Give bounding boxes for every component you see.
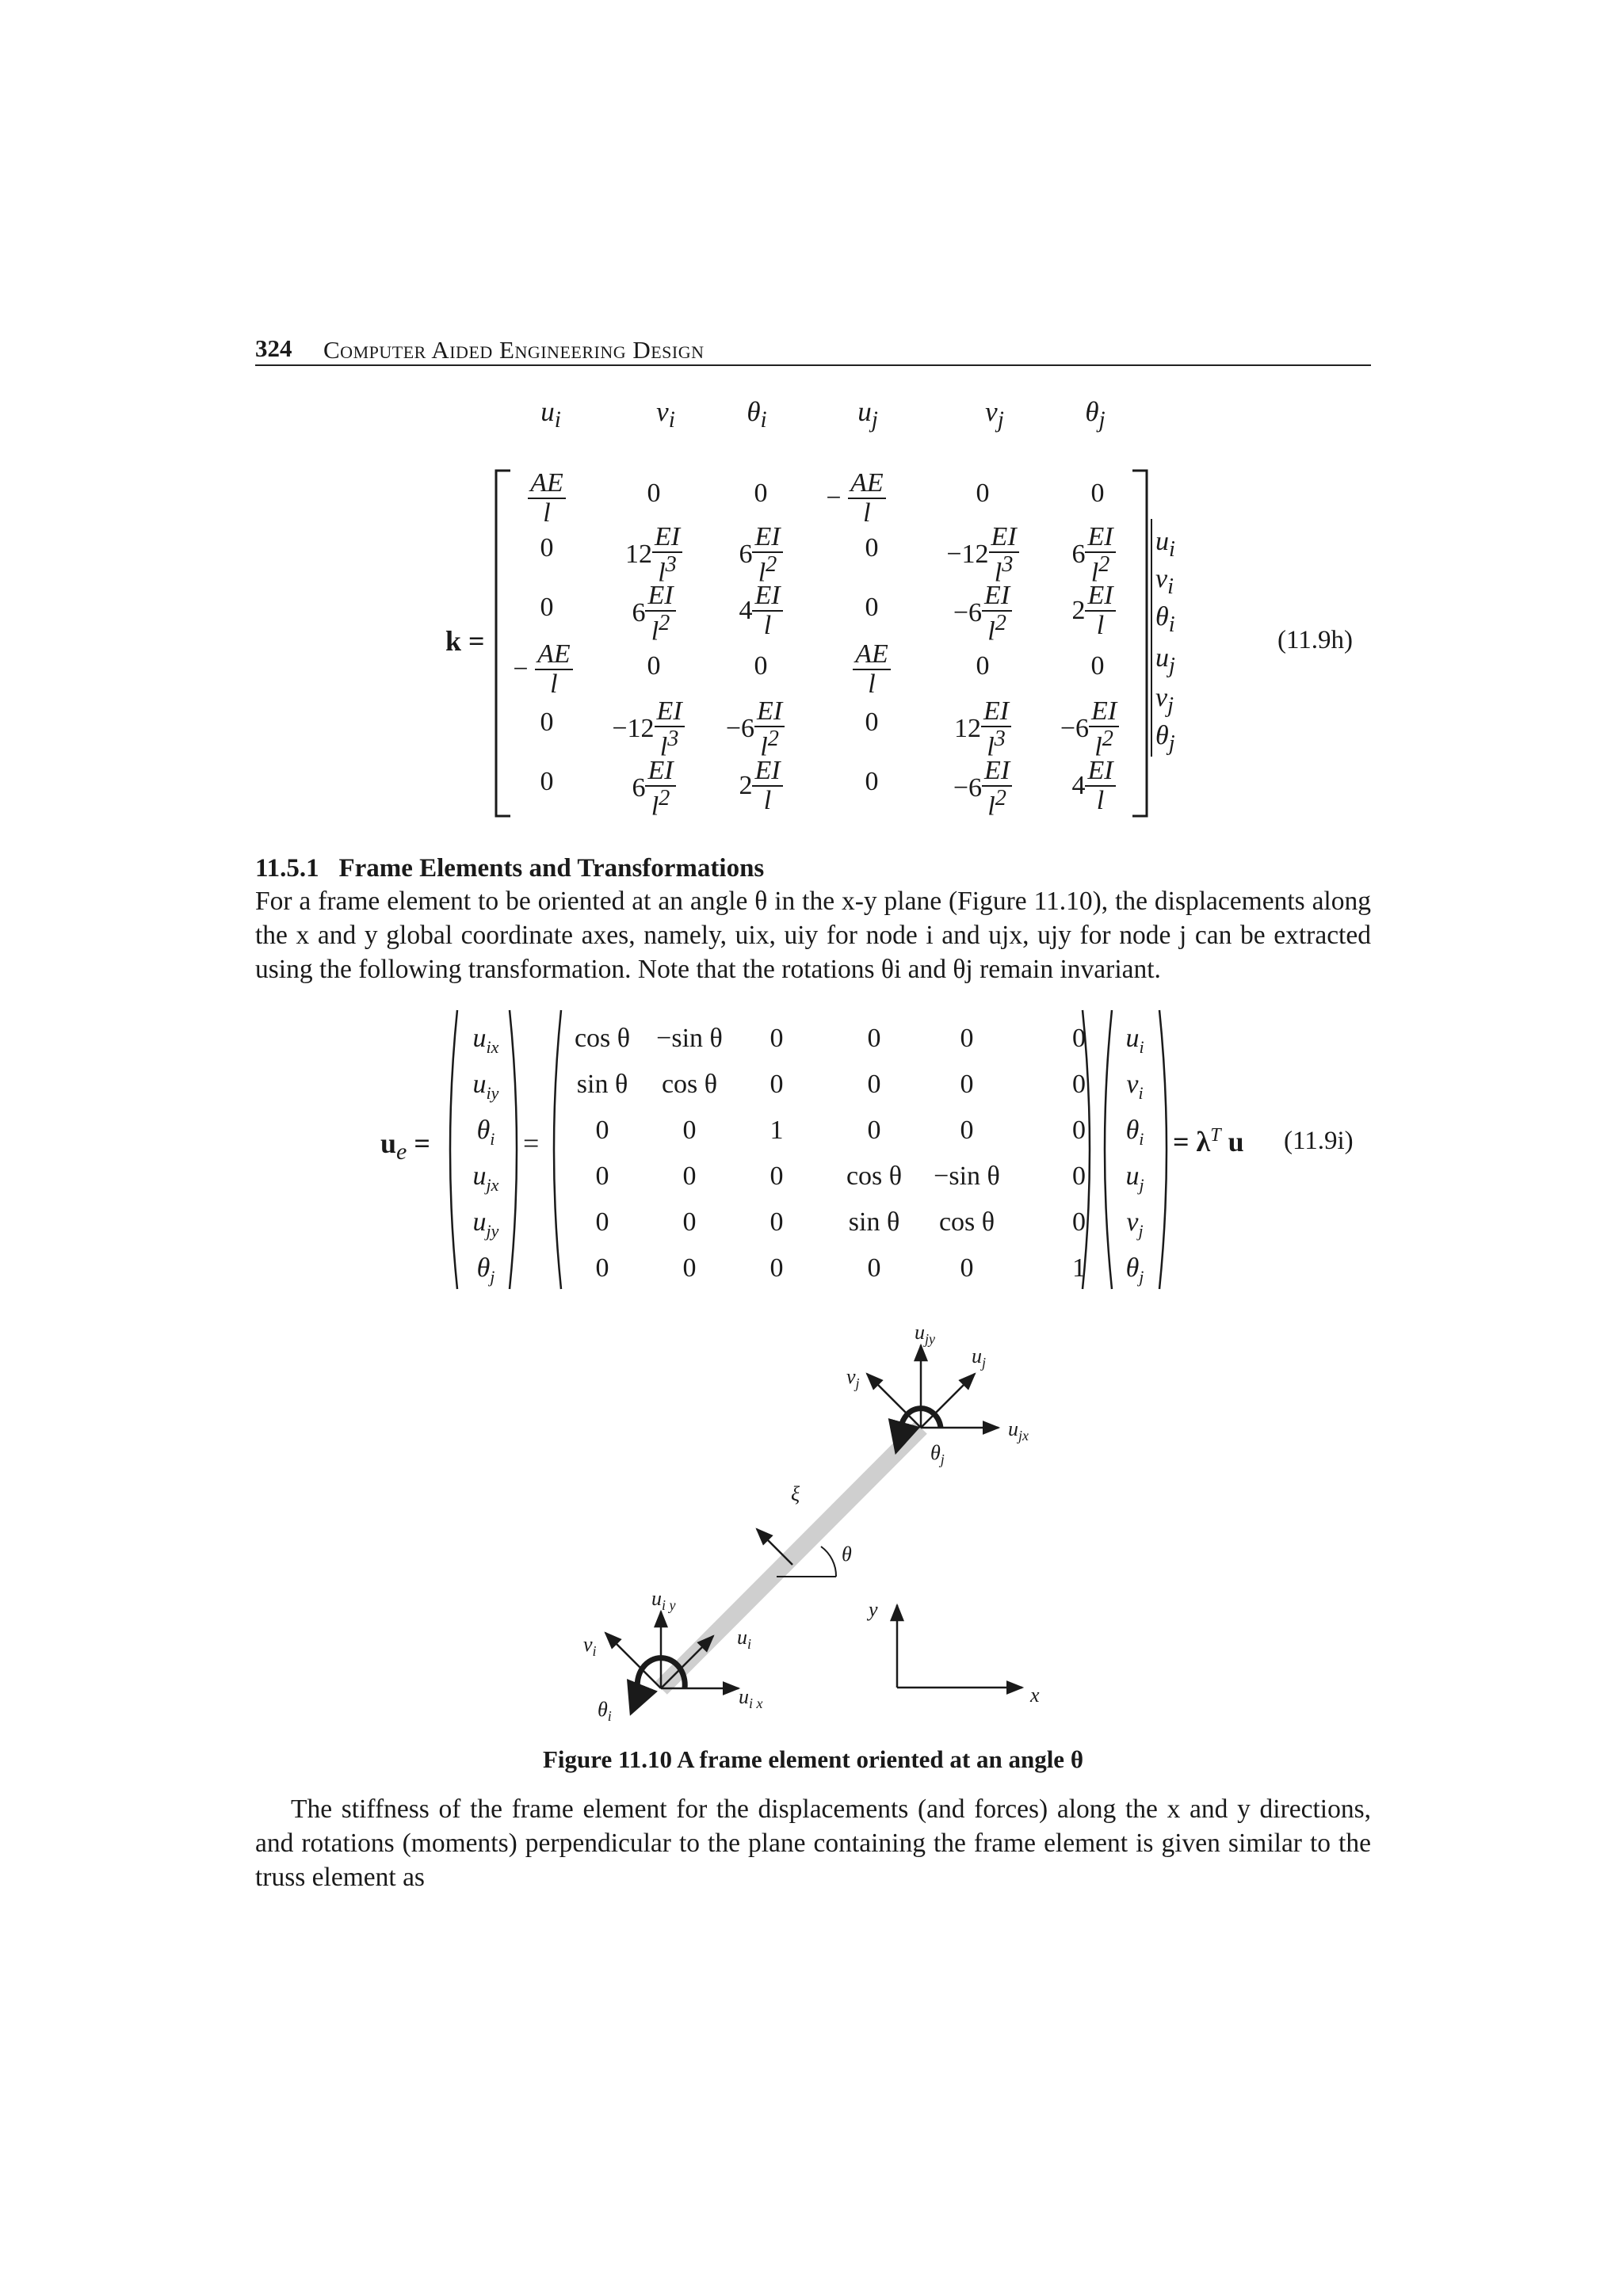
t-matrix-cell: 0 bbox=[595, 1207, 609, 1237]
right-vector-entry: $v_j$ bbox=[1126, 1207, 1144, 1241]
xi-arrow bbox=[757, 1529, 792, 1565]
k-cell: 0 bbox=[865, 767, 879, 796]
t-matrix-cell: sin θ bbox=[848, 1207, 900, 1237]
k-cell: −6 $\frac{EI}{l^2}$ bbox=[692, 697, 819, 761]
running-head bbox=[255, 333, 1371, 366]
k-cell: 6 $\frac{EI}{l^2}$ bbox=[1030, 523, 1157, 587]
label-thetaj: $\theta_j$ bbox=[930, 1441, 945, 1467]
k-cell: −6 $\frac{EI}{l^2}$ bbox=[919, 757, 1046, 821]
t-matrix-cell: 0 bbox=[595, 1161, 609, 1191]
t-matrix-cell: sin θ bbox=[576, 1070, 628, 1099]
k-cell: 4 $\frac{EI}{l}$ bbox=[1030, 757, 1157, 814]
t-matrix-cell: 0 bbox=[960, 1116, 974, 1145]
t-matrix-cell: cos θ bbox=[846, 1161, 903, 1191]
uj-arrow bbox=[921, 1374, 975, 1428]
k-cell: −12 $\frac{EI}{l^3}$ bbox=[919, 523, 1046, 587]
t-matrix-cell: 0 bbox=[1072, 1116, 1086, 1145]
label-axis-y: y bbox=[869, 1598, 878, 1621]
left-vector-entry: $u_{jx}$ bbox=[472, 1161, 499, 1195]
t-matrix-cell: 0 bbox=[1072, 1161, 1086, 1191]
k-cell: 0 bbox=[865, 533, 879, 563]
col-head-ui: $u_i$ bbox=[540, 396, 561, 433]
k-cell: 0 bbox=[865, 707, 879, 737]
right-vector-entry: $\theta_i$ bbox=[1125, 1116, 1144, 1149]
t-matrix-cell: 0 bbox=[769, 1161, 784, 1191]
t-matrix-cell: 0 bbox=[960, 1253, 974, 1283]
col-head-thetaj: $\theta_j$ bbox=[1085, 396, 1106, 433]
theta-angle-arc bbox=[821, 1547, 836, 1577]
left-vector-entry: $\theta_j$ bbox=[476, 1253, 495, 1287]
label-thetai: $\theta_i$ bbox=[598, 1698, 612, 1724]
t-matrix-cell: −sin θ bbox=[656, 1024, 723, 1053]
t-matrix-cell: 0 bbox=[595, 1116, 609, 1145]
left-vector-entry: $u_{jy}$ bbox=[472, 1207, 499, 1241]
k-cell: 0 bbox=[976, 479, 990, 508]
label-vj: $v_j$ bbox=[846, 1365, 860, 1391]
k-cell: 0 bbox=[540, 593, 554, 622]
t-matrix-cell: 0 bbox=[867, 1253, 881, 1283]
k-cell: $\frac{AE}{l}$ bbox=[483, 469, 610, 527]
vj-arrow bbox=[867, 1374, 921, 1428]
t-matrix-cell: 0 bbox=[867, 1070, 881, 1099]
label-axis-x: x bbox=[1030, 1684, 1040, 1707]
k-cell: 0 bbox=[647, 651, 661, 681]
col-head-thetai: $\theta_i$ bbox=[747, 396, 767, 433]
k-cell: −12 $\frac{EI}{l^3}$ bbox=[585, 697, 712, 761]
paragraph-stiffness: The stiffness of the frame element for the displacements (and forces) along the x and y directions, and rotations (moments) perpendicular to the plane containing the frame element is given similar to the truss element as bbox=[255, 1794, 1371, 1892]
k-row-label: $u_i$ bbox=[1155, 527, 1175, 562]
label-theta: θ bbox=[842, 1543, 852, 1566]
frame-element-figure bbox=[555, 1307, 1125, 1735]
k-cell: 2 $\frac{EI}{l}$ bbox=[1030, 582, 1157, 639]
k-cell: 0 bbox=[1090, 479, 1105, 508]
paragraph-frame-elements: For a frame element to be oriented at an angle θ in the x-y plane (Figure 11.10), the displacements along the x and y global coordinate axes, namely, uix, uiy for node i and ujx, ujy for node j can be extracted using the following transformation. Note that the rotations θi and θj remain invariant. bbox=[255, 887, 1371, 984]
t-matrix-cell: 0 bbox=[682, 1116, 697, 1145]
t-matrix-cell: 0 bbox=[960, 1024, 974, 1053]
k-cell: 0 bbox=[754, 479, 768, 508]
k-cell: 0 bbox=[976, 651, 990, 681]
k-cell: 0 bbox=[540, 533, 554, 563]
t-matrix-cell: 0 bbox=[682, 1161, 697, 1191]
t-matrix-cell: cos θ bbox=[661, 1070, 718, 1099]
k-cell: 12 $\frac{EI}{l^3}$ bbox=[590, 523, 717, 587]
k-cell: 6 $\frac{EI}{l^2}$ bbox=[590, 757, 717, 821]
lambda-t-u: = $\lambda^T$ u bbox=[1173, 1125, 1244, 1158]
k-cell: − $\frac{AE}{l}$ bbox=[479, 640, 606, 698]
t-matrix-cell: 0 bbox=[682, 1207, 697, 1237]
t-matrix-cell: 0 bbox=[682, 1253, 697, 1283]
label-uix: $u_{i x}$ bbox=[739, 1685, 763, 1711]
equation-number-11-9i: (11.9i) bbox=[1284, 1127, 1354, 1155]
t-matrix-cell: 1 bbox=[769, 1116, 784, 1145]
left-vector-entry: $u_{iy}$ bbox=[472, 1070, 499, 1103]
k-row-label: $v_j$ bbox=[1155, 683, 1174, 718]
right-vector-entry: $u_i$ bbox=[1125, 1024, 1144, 1057]
t-matrix-cell: 0 bbox=[1072, 1207, 1086, 1237]
t-matrix-cell: 0 bbox=[769, 1070, 784, 1099]
t-matrix-cell: 0 bbox=[1072, 1070, 1086, 1099]
t-matrix-cell: 1 bbox=[1072, 1253, 1086, 1283]
t-matrix-cell: 0 bbox=[960, 1070, 974, 1099]
k-cell: 6 $\frac{EI}{l^2}$ bbox=[590, 582, 717, 646]
k-cell: 0 bbox=[754, 651, 768, 681]
t-matrix-cell: 0 bbox=[1072, 1024, 1086, 1053]
left-vector-entry: $\theta_i$ bbox=[476, 1116, 495, 1149]
k-cell: 0 bbox=[1090, 651, 1105, 681]
label-ui: $u_i$ bbox=[737, 1626, 752, 1652]
t-matrix-cell: 0 bbox=[769, 1024, 784, 1053]
k-cell: $\frac{AE}{l}$ bbox=[808, 640, 935, 698]
section-number: 11.5.1 bbox=[255, 854, 319, 883]
section-heading bbox=[255, 854, 764, 883]
t-matrix-cell: 0 bbox=[595, 1253, 609, 1283]
label-ujx: $u_{jx}$ bbox=[1008, 1417, 1029, 1444]
k-cell: −6 $\frac{EI}{l^2}$ bbox=[1026, 697, 1153, 761]
equals-sign: = bbox=[523, 1127, 540, 1159]
label-xi: ξ bbox=[791, 1482, 800, 1505]
k-row-label: $v_i$ bbox=[1155, 564, 1174, 599]
ue-lhs: $u_e$ = bbox=[380, 1127, 430, 1165]
k-cell: 0 bbox=[865, 593, 879, 622]
k-row-label-bar bbox=[1149, 519, 1157, 757]
equation-number-11-9h: (11.9h) bbox=[1277, 626, 1354, 654]
col-head-uj: $u_j$ bbox=[857, 396, 878, 433]
k-row-label: $\theta_i$ bbox=[1155, 602, 1175, 637]
k-cell: 2 $\frac{EI}{l}$ bbox=[697, 757, 824, 814]
k-cell: 4 $\frac{EI}{l}$ bbox=[697, 582, 824, 639]
label-ujy: $u_{jy}$ bbox=[915, 1321, 935, 1347]
right-vector-entry: $\theta_j$ bbox=[1125, 1253, 1144, 1287]
t-matrix-cell: 0 bbox=[769, 1253, 784, 1283]
figure-caption: Figure 11.10 A frame element oriented at an angle θ bbox=[543, 1745, 1083, 1773]
k-cell: 0 bbox=[647, 479, 661, 508]
k-cell: 0 bbox=[540, 707, 554, 737]
label-uiy: $u_{i y}$ bbox=[651, 1587, 676, 1613]
t-matrix-cell: cos θ bbox=[574, 1024, 631, 1053]
t-matrix-cell: 0 bbox=[769, 1207, 784, 1237]
k-cell: 6 $\frac{EI}{l^2}$ bbox=[697, 523, 824, 587]
k-cell: 12 $\frac{EI}{l^3}$ bbox=[919, 697, 1046, 761]
running-title: Computer Aided Engineering Design bbox=[323, 336, 705, 364]
k-cell: −6 $\frac{EI}{l^2}$ bbox=[919, 582, 1046, 646]
right-vector-entry: $u_j$ bbox=[1125, 1161, 1144, 1195]
right-vector-entry: $v_i$ bbox=[1126, 1070, 1144, 1103]
k-cell: − $\frac{AE}{l}$ bbox=[792, 469, 919, 527]
t-matrix-cell: cos θ bbox=[938, 1207, 995, 1237]
left-vector-entry: $u_{ix}$ bbox=[472, 1024, 499, 1057]
k-row-label: $u_j$ bbox=[1155, 643, 1175, 678]
t-matrix-cell: −sin θ bbox=[934, 1161, 1000, 1191]
label-vi: $v_i$ bbox=[583, 1633, 597, 1659]
k-cell: 0 bbox=[540, 767, 554, 796]
section-title: Frame Elements and Transformations bbox=[338, 854, 765, 883]
k-row-label: $\theta_j$ bbox=[1155, 721, 1175, 756]
k-lhs: k = bbox=[445, 625, 485, 657]
col-head-vj: $v_j$ bbox=[985, 396, 1004, 433]
t-matrix-cell: 0 bbox=[867, 1116, 881, 1145]
t-matrix-cell: 0 bbox=[867, 1024, 881, 1053]
page-number: 324 bbox=[255, 334, 292, 362]
col-head-vi: $v_i$ bbox=[656, 396, 675, 433]
label-uj: $u_j$ bbox=[972, 1344, 987, 1371]
